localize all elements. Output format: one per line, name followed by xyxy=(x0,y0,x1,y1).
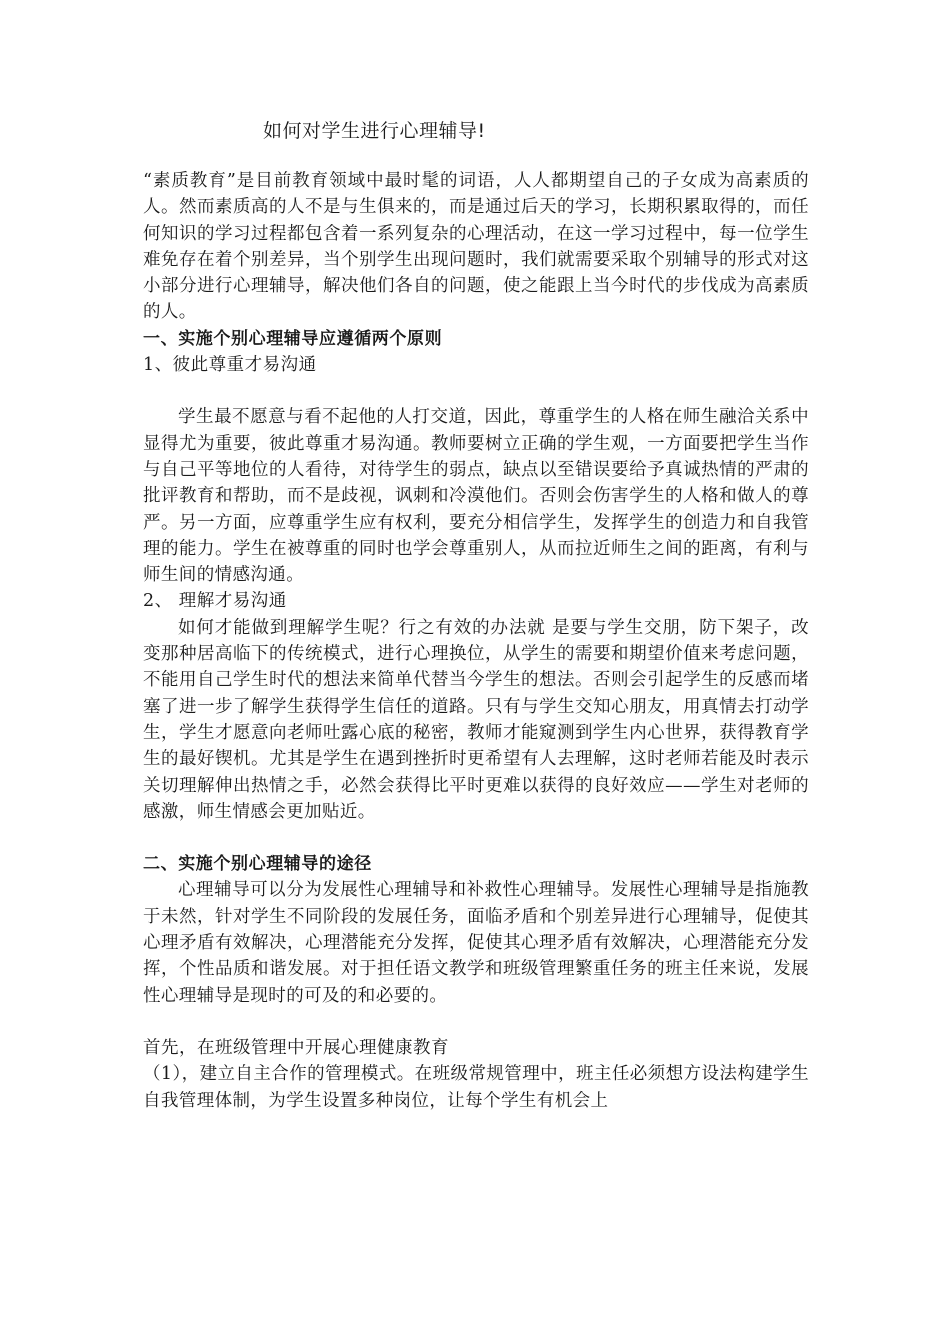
subsection-2-heading: 2、 理解才易沟通 xyxy=(143,591,287,612)
document-title: 如何对学生进行心理辅导! xyxy=(263,120,486,142)
intro-paragraph: “素质教育”是目前教育领域中最时髦的词语，人人都期望自己的子女成为高素质的人。然而素质高的人不是与生俱来的，而是通过后天的学习，长期积累取得的，而任何知识的学习过程都包含着一系列复杂的心理活动，在这一学习过程中，每一位学生难免存在着个别差异，当个别学生出现问题时，我们就需要采取个别辅导的形式对这小部分进行心理辅导，解决他们各自的问题，使之能跟上当今时代的步伐成为高素质的人。 xyxy=(143,171,809,323)
spacer xyxy=(143,825,809,851)
section-2-heading: 二、实施个别心理辅导的途径 xyxy=(143,854,372,875)
section-2-paragraph: 心理辅导可以分为发展性心理辅导和补救性心理辅导。发展性心理辅导是指施教于未然，针对学生不同阶段的发展任务，面临矛盾和个别差异进行心理辅导，促使其心理矛盾有效解决，心理潜能充分发挥，促使其心理矛盾有效解决，心理潜能充分发挥，个性品质和谐发展。对于担任语文教学和班级管理繁重任务的班主任来说，发展性心理辅导是现时的可及的和必要的。 xyxy=(143,880,809,1006)
section-1-heading: 一、实施个别心理辅导应遵循两个原则 xyxy=(143,328,443,349)
first-step-heading: 首先，在班级管理中开展心理健康教育 xyxy=(143,1037,449,1058)
spacer xyxy=(143,1009,809,1035)
item-1-paragraph: （1），建立自主合作的管理模式。在班级常规管理中，班主任必须想方设法构建学生自我管理体制，为学生设置多种岗位，让每个学生有机会上 xyxy=(143,1064,809,1111)
subsection-1-paragraph: 学生最不愿意与看不起他的人打交道，因此，尊重学生的人格在师生融洽关系中显得尤为重要，彼此尊重才易沟通。教师要树立正确的学生观，一方面要把学生当作与自己平等地位的人看待，对待学生的弱点，缺点以至错误要给予真诚热情的严肃的批评教育和帮助，而不是歧视，讽刺和冷漠他们。否则会伤害学生的人格和做人的尊严。另一方面，应尊重学生应有权利，要充分相信学生，发挥学生的创造力和自我管理的能力。学生在被尊重的同时也学会尊重别人，从而拉近师生之间的距离，有利与师生间的情感沟通。 xyxy=(143,407,809,586)
spacer xyxy=(143,378,809,404)
document-page xyxy=(143,118,809,1114)
subsection-1-heading: 1、彼此尊重才易沟通 xyxy=(143,355,317,376)
subsection-2-paragraph: 如何才能做到理解学生呢？行之有效的办法就 是要与学生交朋，防下架子，改变那种居高临下的传统模式，进行心理换位，从学生的需要和期望价值来考虑问题，不能用自己学生时代的想法来简单代替当今学生的想法。否则会引起学生的反感而堵塞了进一步了解学生获得学生信任的道路。只有与学生交知心朋友，用真情去打动学生，学生才愿意向老师吐露心底的秘密，教师才能窥测到学生内心世界，获得教育学生的最好锲机。尤其是学生在遇到挫折时更希望有人去理解，这时老师若能及时表示关切理解伸出热情之手，必然会获得比平时更难以获得的良好效应——学生对老师的感激，师生情感会更加贴近。 xyxy=(143,617,809,822)
